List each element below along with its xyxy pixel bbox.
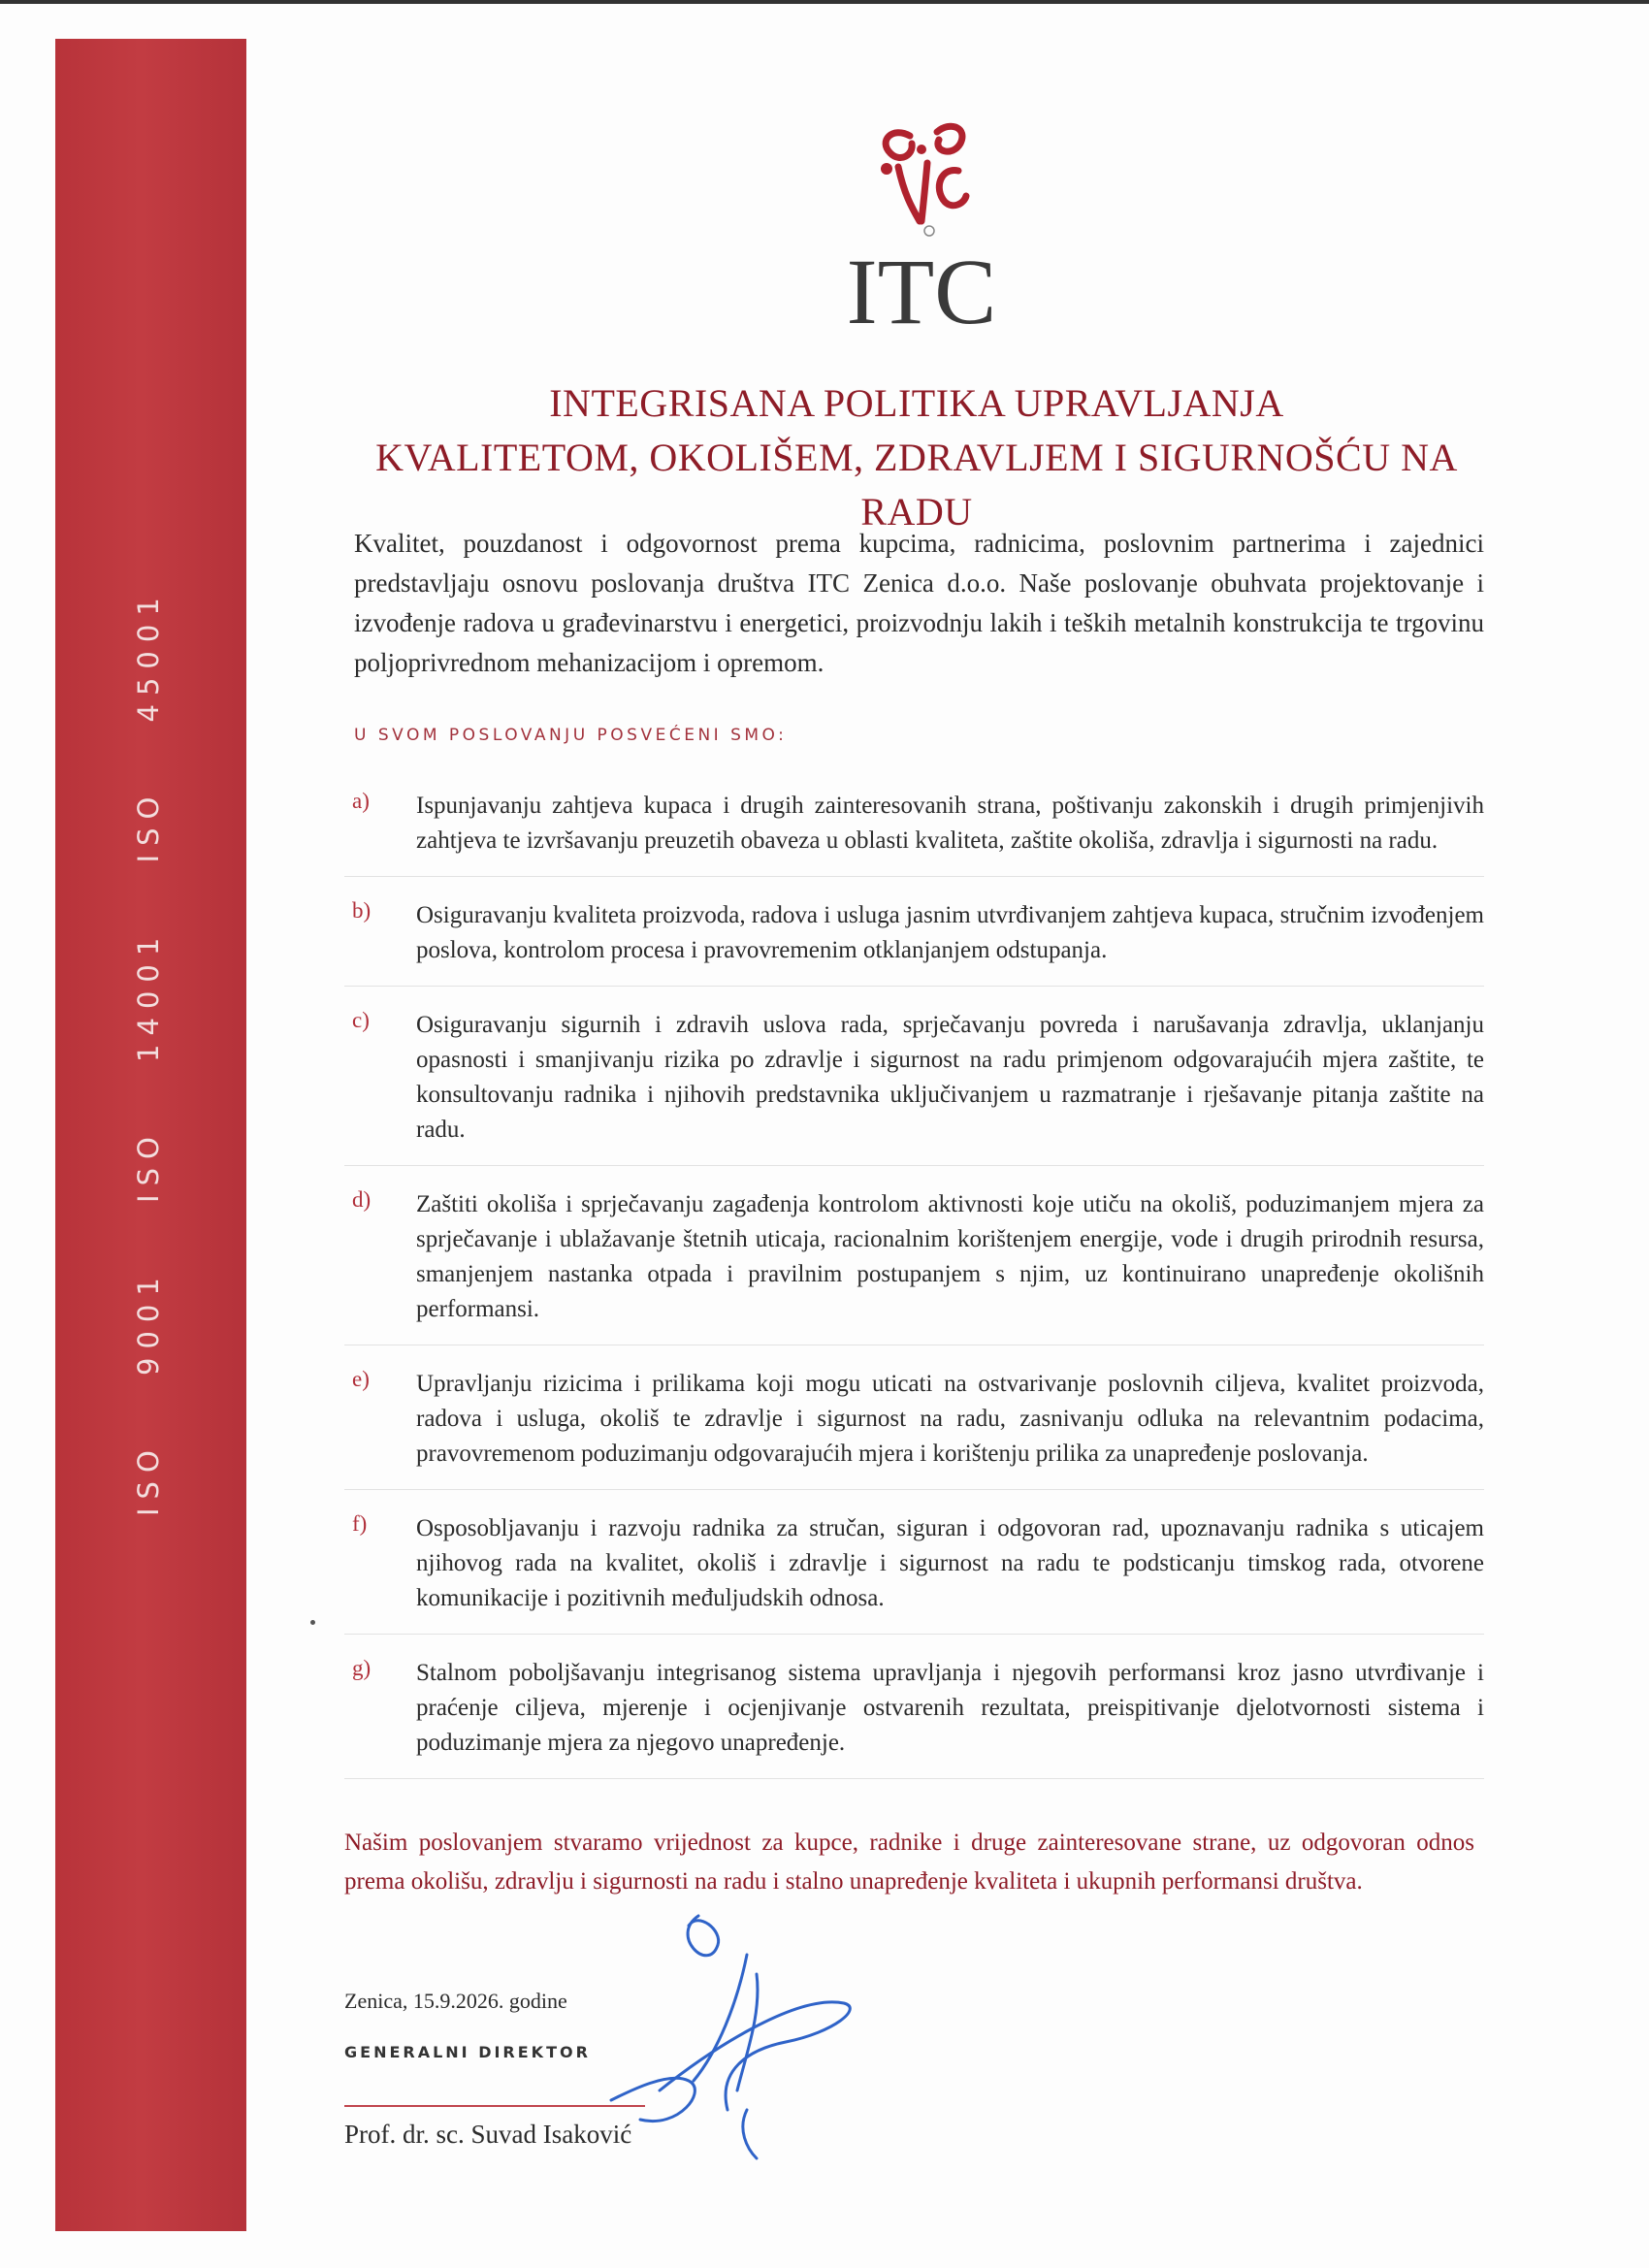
list-item — [344, 1648, 1484, 1779]
list-item — [344, 891, 1484, 987]
policy-title-line-1: INTEGRISANA POLITIKA UPRAVLJANJA — [549, 381, 1284, 425]
iso-45001-label: ISO 45001 — [132, 589, 165, 863]
policy-title — [369, 376, 1465, 539]
list-item-letter: d) — [352, 1187, 372, 1212]
commitment-heading: U SVOM POSLOVANJU POSVEĆENI SMO: — [354, 726, 788, 745]
list-item — [344, 1180, 1484, 1345]
list-item-letter: c) — [352, 1008, 370, 1032]
list-item — [344, 1000, 1484, 1166]
handwritten-signature — [601, 1887, 873, 2168]
list-item-letter: a) — [352, 789, 370, 813]
scan-speck — [310, 1620, 315, 1625]
list-item — [344, 781, 1484, 877]
list-item — [344, 1504, 1484, 1635]
policy-title-line-2: KVALITETOM, OKOLIŠEM, ZDRAVLJEM I SIGURNOŠĆU NA RADU — [375, 436, 1458, 534]
signoff-date: Zenica, 15.9.2026. godine — [344, 1989, 567, 2013]
list-item — [344, 1359, 1484, 1490]
list-item-text: Osiguravanju sigurnih i zdravih uslova rada, sprječavanju povreda i narušavanja zdravlja, uklanjanju opasnosti i smanjivanju rizika po zdravlje i sigurnost na radu primjenom odgovarajućih mjera zaštite, te konsultovanju radnika i njihovih predstavnika uključivanjem u razmatranje i rješavanje pitanja zaštite na radu. — [416, 1012, 1484, 1143]
itc-logo-text: ITC — [846, 240, 997, 343]
list-item-letter: b) — [352, 898, 372, 923]
signoff-name: Prof. dr. sc. Suvad Isaković — [344, 2120, 632, 2149]
list-item-text: Osiguravanju kvaliteta proizvoda, radova i usluga jasnim utvrđivanjem zahtjeva kupaca, stručnim izvođenjem poslova, kontrolom procesa i pravovremenim otklanjanjem odstupanja. — [416, 902, 1484, 963]
list-item-text: Stalnom poboljšavanju integrisanog sistema upravljanja i njegovih performansi kroz jasno utvrđivanje i praćenje ciljeva, mjerenje i ocjenjivanje ostvarenih rezultata, preispitivanje djelotvornosti sistema i poduzimanje mjera za njegovo unapređenje. — [416, 1660, 1484, 1756]
signature-line — [344, 2105, 645, 2107]
closing-statement: Našim poslovanjem stvaramo vrijednost za kupce, radnike i druge zainteresovane strane, uz odgovoran odnos prema okolišu, zdravlju i sigurnosti na radu i stalno unapređenje kvaliteta i ukupnih performansi društva. — [344, 1830, 1474, 1895]
top-border — [0, 0, 1649, 4]
list-item-text: Zaštiti okoliša i sprječavanju zagađenja kontrolom aktivnosti koje utiču na okoliš, poduzimanjem mjera za sprječavanje i ublažavanje štetnih uticaja, racionalnim korištenjem energije, vode i drugih prirodnih resursa, smanjenjem nastanka otpada i pravilnim postupanjem s njim, uz kontinuirano unapređenje okolišnih performansi. — [416, 1191, 1484, 1322]
list-item-letter: e) — [352, 1367, 370, 1391]
list-item-text: Osposobljavanju i razvoju radnika za stručan, siguran i odgovoran rad, upoznavanju radnika s uticajem njihovog rada na kvalitet, okoliš i zdravlje i sigurnost na radu te podsticanju timskog rada, otvorene komunikacije i pozitivnih međuljudskih odnosa. — [416, 1515, 1484, 1611]
iso-9001-label: ISO 9001 — [132, 1269, 165, 1516]
intro-paragraph: Kvalitet, pouzdanost i odgovornost prema kupcima, radnicima, poslovnim partnerima i zajednici predstavljaju osnovu poslovanja društva ITC Zenica d.o.o. Naše poslovanje obuhvata projektovanje i izvođenje radova u građevinarstvu i energetici, proizvodnju lakih i teških metalnih konstrukcija te trgovinu poljoprivrednom mehanizacijom i opremom. — [354, 529, 1484, 677]
commitment-list — [344, 781, 1484, 1793]
list-item-letter: f) — [352, 1511, 368, 1536]
iso-14001-label: ISO 14001 — [132, 928, 165, 1203]
list-item-text: Ispunjavanju zahtjeva kupaca i drugih zainteresovanih strana, poštivanju zakonskih i drugih primjenjivih zahtjeva te izvršavanju preuzetih obaveza u oblasti kvaliteta, zaštite okoliša, zdravlja i sigurnosti na radu. — [416, 793, 1484, 854]
list-item-letter: g) — [352, 1656, 372, 1680]
list-item-text: Upravljanju rizicima i prilikama koji mogu uticati na ostvarivanje poslovnih ciljeva, kvalitet proizvoda, radova i usluga, okoliš te zdravlje i sigurnost na radu, zasnivanju odluka na relevantnim podacima, pravovremenom poduzimanju odgovarajućih mjera i korištenju prilika za unapređenje poslovanja. — [416, 1371, 1484, 1467]
signoff-role: GENERALNI DIREKTOR — [344, 2043, 591, 2061]
